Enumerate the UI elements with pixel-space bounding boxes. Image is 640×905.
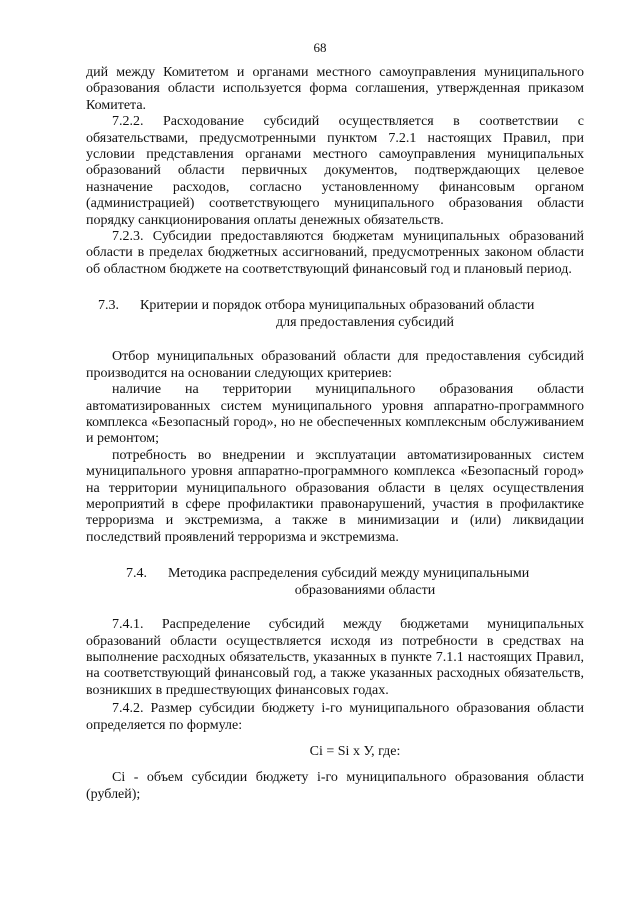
paragraph-7-4-2: 7.4.2. Размер субсидии бюджету i-го муниципального образования области определяется по формуле: (86, 701, 584, 733)
document-body (86, 65, 584, 803)
section-title-line-1: Критерии и порядок отбора муниципальных образований области (140, 298, 535, 314)
paragraph-7-2-3: 7.2.3. Субсидии предоставляются бюджетам муниципальных образований области в пределах бюджетных ассигнований, предусмотренных законом области об областном бюджете на соответствующий финансовый год и плановый период. (86, 229, 584, 277)
section-title-line-2: образованиями области (294, 583, 436, 599)
paragraph-criterion-1: наличие на территории муниципального образования области автоматизированных систем муниципального уровня аппаратно-программного комплекса «Безопасный город», но не обеспеченных комплексным обслуживанием и ремонтом; (86, 382, 584, 447)
section-title-line-2: для предоставления субсидий (275, 315, 455, 331)
paragraph-selection-intro: Отбор муниципальных образований области для предоставления субсидий производится на основании следующих критериев: (86, 349, 584, 381)
paragraph-continuation: дий между Комитетом и органами местного самоуправления муниципального образования области используется форма соглашения, утвержденная приказом Комитета. (86, 65, 584, 113)
section-number: 7.4. (126, 566, 147, 582)
paragraph-definition-ci: Ci - объем субсидии бюджету i-го муниципального образования области (рублей); (86, 770, 584, 802)
section-heading-7-4 (86, 565, 584, 599)
section-heading-7-3 (86, 297, 584, 331)
page-number: 68 (313, 40, 327, 55)
paragraph-7-4-1: 7.4.1. Распределение субсидий между бюджетами муниципальных образований области осуществляется исходя из потребности в средствах на выполнение расходных обязательств, указанных в пункте 7.1.1 настоящих Правил, на соответствующий финансовый год, а также указанных расходных обязательств, возникших в предшествующих финансовых годах. (86, 617, 584, 698)
section-number: 7.3. (98, 298, 119, 314)
paragraph-7-2-2: 7.2.2. Расходование субсидий осуществляется в соответствии с обязательствами, предусмотренными пунктом 7.2.1 настоящих Правил, при условии представления органами местного самоуправления муниципальных образований области первичных документов, подтверждающих целевое назначение расходов, согласно установленному финансовым органом (администрацией) соответствующего муниципального образования области порядку санкционирования оплаты денежных обязательств. (86, 114, 584, 228)
section-title-line-1: Методика распределения субсидий между муниципальными (168, 566, 530, 582)
formula: Ci = Si x У, где: (309, 744, 401, 759)
paragraph-criterion-2: потребность во внедрении и эксплуатации автоматизированных систем муниципального уровня аппаратно-программного комплекса «Безопасный город» на территории муниципального образования области в целях осуществления мероприятий в сфере профилактики правонарушений, участия в профилактике терроризма и экстремизма, а также в минимизации и (или) ликвидации последствий проявлений терроризма и экстремизма. (86, 447, 584, 545)
